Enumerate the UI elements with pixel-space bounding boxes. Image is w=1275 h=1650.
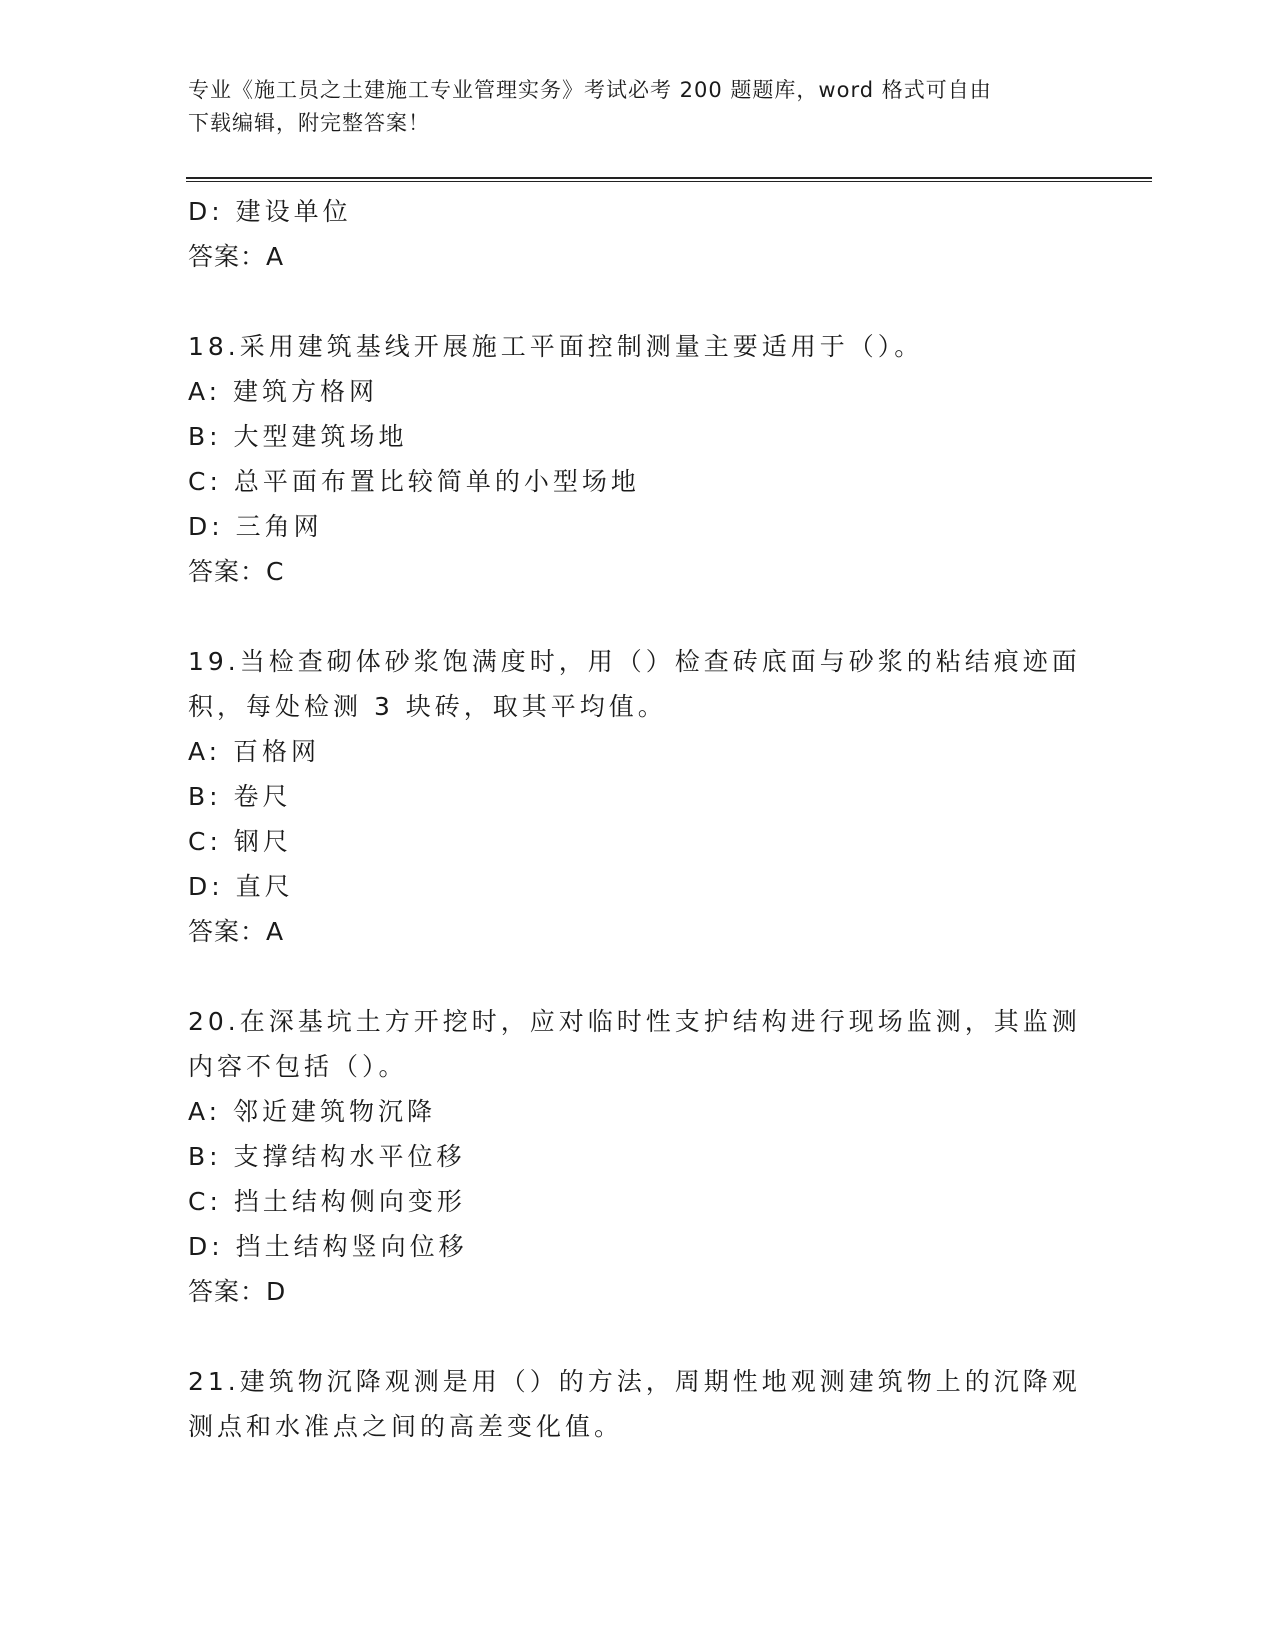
option-d: D: 挡土结构竖向位移 xyxy=(188,1232,468,1261)
option-b: B: 大型建筑场地 xyxy=(188,422,408,451)
question-19 xyxy=(188,639,1088,954)
option-b: B: 卷尺 xyxy=(188,782,292,811)
question-stem-continued: 内容不包括（）。 xyxy=(188,1052,408,1081)
option-a: A: 建筑方格网 xyxy=(188,377,379,406)
answer-line: 答案：A xyxy=(188,917,285,946)
question-20 xyxy=(188,999,1088,1314)
option-d: D: 建设单位 xyxy=(188,197,352,226)
spacer xyxy=(188,954,1088,999)
option-d: D: 三角网 xyxy=(188,512,323,541)
question-stem: 18.采用建筑基线开展施工平面控制测量主要适用于（）。 xyxy=(188,332,924,361)
header-divider-thin xyxy=(186,181,1152,182)
question-stem: 21.建筑物沉降观测是用（）的方法，周期性地观测建筑物上的沉降观 xyxy=(188,1367,1081,1396)
answer-line: 答案：A xyxy=(188,242,285,271)
answer-line: 答案：D xyxy=(188,1277,287,1306)
question-stem: 20.在深基坑土方开挖时，应对临时性支护结构进行现场监测，其监测 xyxy=(188,1007,1081,1036)
header-line-1: 专业《施工员之土建施工专业管理实务》考试必考 200 题题库，word 格式可自由 xyxy=(188,78,992,102)
option-c: C: 挡土结构侧向变形 xyxy=(188,1187,466,1216)
spacer xyxy=(188,594,1088,639)
option-c: C: 总平面布置比较简单的小型场地 xyxy=(188,467,640,496)
question-content xyxy=(188,189,1088,1449)
question-stem: 19.当检查砌体砂浆饱满度时，用（）检查砖底面与砂浆的粘结痕迹面 xyxy=(188,647,1081,676)
question-stem-continued: 积，每处检测 3 块砖，取其平均值。 xyxy=(188,692,667,721)
answer-line: 答案：C xyxy=(188,557,285,586)
header-line-2: 下载编辑，附完整答案！ xyxy=(188,111,430,135)
question-18 xyxy=(188,324,1088,594)
spacer xyxy=(188,279,1088,324)
option-a: A: 邻近建筑物沉降 xyxy=(188,1097,437,1126)
option-c: C: 钢尺 xyxy=(188,827,292,856)
option-b: B: 支撑结构水平位移 xyxy=(188,1142,466,1171)
page-header xyxy=(188,74,1088,140)
option-a: A: 百格网 xyxy=(188,737,321,766)
header-divider-thick xyxy=(186,177,1152,179)
spacer xyxy=(188,1314,1088,1359)
question-stem-continued: 测点和水准点之间的高差变化值。 xyxy=(188,1412,624,1441)
option-d: D: 直尺 xyxy=(188,872,294,901)
question-21 xyxy=(188,1359,1088,1449)
carryover-block xyxy=(188,189,1088,279)
